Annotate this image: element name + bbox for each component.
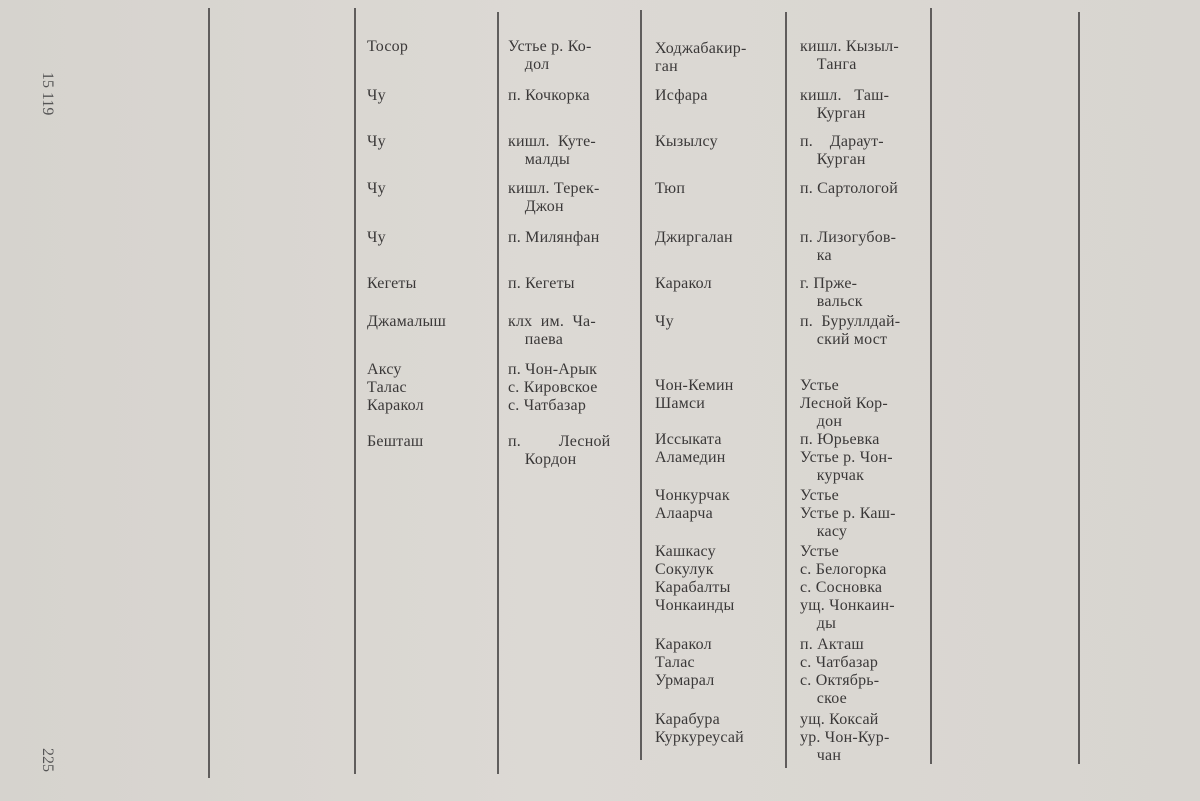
table-cell: п. Кегеты [508,275,575,292]
column-rule [930,8,932,764]
table-cell: Тосор [367,38,409,55]
table-cell: п. Юрьевка Устье р. Чон- курчак [800,431,893,484]
table-cell: Чу [367,87,386,104]
column-rule [785,12,787,768]
table-cell: п. Милянфан [508,229,600,246]
table-cell: Карабура Куркуреусай [655,711,744,746]
table-cell: Джиргалан [655,229,733,246]
table-cell: п. Акташ с. Чатбазар с. Октябрь- ское [800,636,880,707]
table-cell: п. Лесной Кордон [508,433,611,468]
column-rule [497,12,499,774]
table-cell: Чу [367,229,386,246]
table-cell: Устье Лесной Кор- дон [800,377,888,430]
table-cell: Аксу Талас Каракол [367,361,424,414]
table-cell: Кызылсу [655,133,718,150]
table-cell: кишл. Кызыл- Танга [800,38,899,73]
table-cell: Кегеты [367,275,417,292]
table-cell: п. Буруллдай- ский мост [800,313,901,348]
table-cell: Чу [367,133,386,150]
table-cell: Устье с. Белогорка с. Сосновка ущ. Чонкаин- ды [800,543,895,632]
table-cell: Ходжабакир- ган [655,40,747,75]
column-rule [640,10,642,760]
table-cell: Кашкасу Сокулук Карабалты Чонкаинды [655,543,735,614]
table-cell: кишл. Таш- Курган [800,87,890,122]
table-cell: кишл. Куте- малды [508,133,596,168]
table-cell: ущ. Коксай ур. Чон-Кур- чан [800,711,890,764]
table-cell: кишл. Терек- Джон [508,180,600,215]
table-cell: Устье Устье р. Каш- касу [800,487,896,540]
column-rule [1078,12,1080,764]
table-cell: Устье р. Ко- дол [508,38,592,73]
page-signature: 15 119 [39,72,56,116]
table-cell: Иссыката Аламедин [655,431,726,466]
table-cell: клх им. Ча- паева [508,313,596,348]
table-cell: п. Дараут- Курган [800,133,884,168]
table-cell: Чонкурчак Алаарча [655,487,730,522]
table-cell: Чу [367,180,386,197]
table-cell: п. Лизогубов- ка [800,229,897,264]
table-cell: Бешташ [367,433,424,450]
table-cell: Джамалыш [367,313,446,330]
table-cell: Каракол Талас Урмарал [655,636,715,689]
table-cell: Тюп [655,180,686,197]
table-cell: Исфара [655,87,708,104]
table-cell: п. Чон-Арык с. Кировское с. Чатбазар [508,361,598,414]
page-number: 225 [39,748,56,772]
table-cell: п. Сартологой [800,180,899,197]
column-rule [354,8,356,774]
table-cell: Чон-Кемин Шамси [655,377,734,412]
table-cell: Чу [655,313,674,330]
table-cell: г. Прже- вальск [800,275,863,310]
column-rule [208,8,210,778]
table-cell: п. Кочкорка [508,87,590,104]
table-cell: Каракол [655,275,712,292]
